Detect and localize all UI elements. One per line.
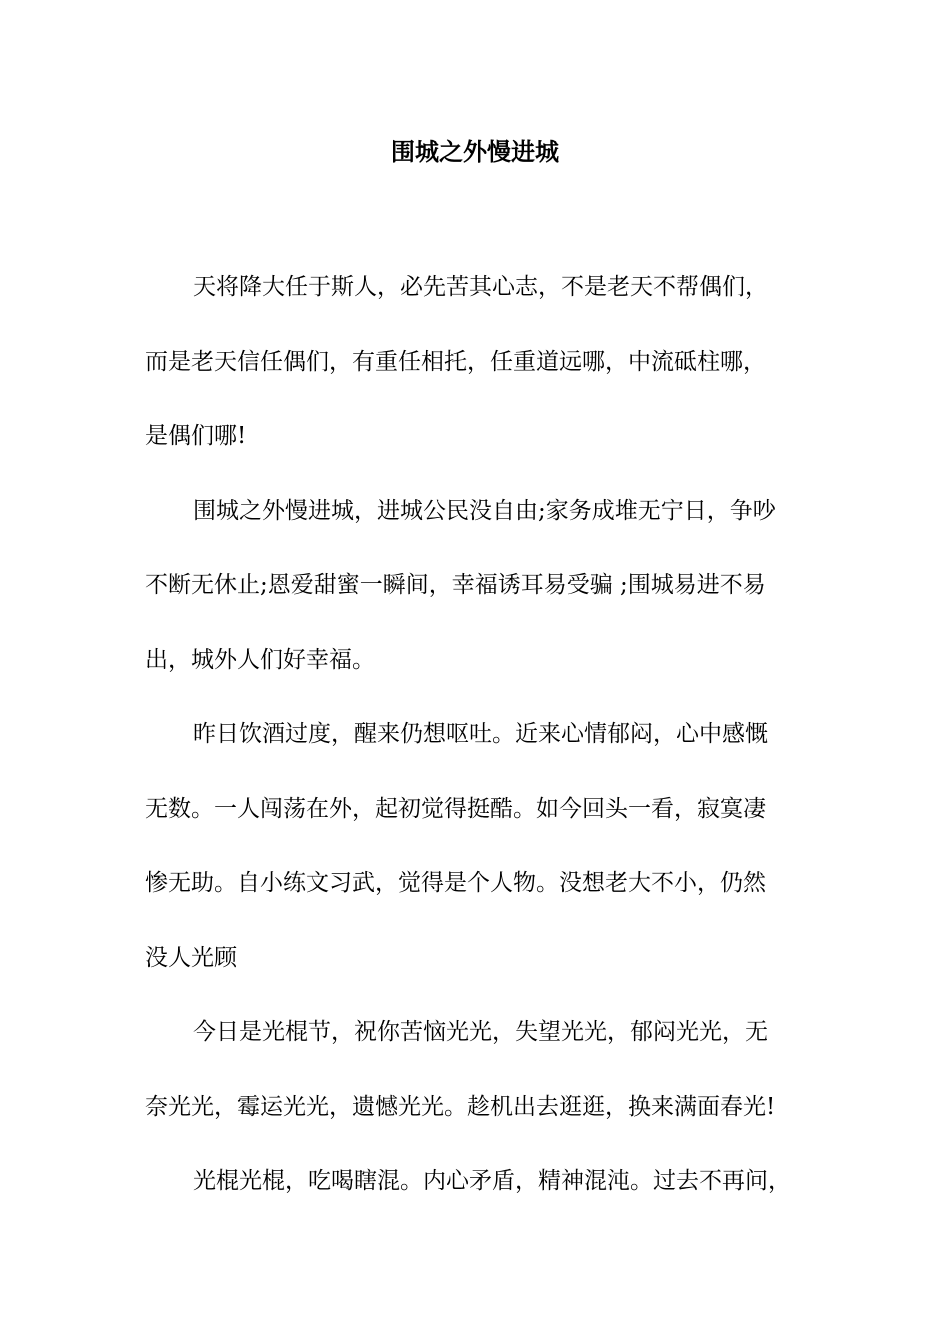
paragraph-line: 今日是光棍节，祝你苦恼光光，失望光光，郁闷光光，无 (193, 1019, 768, 1045)
paragraph-line: 光棍光棍，吃喝瞎混。内心矛盾，精神混沌。过去不再问， (193, 1168, 791, 1194)
document-body (145, 250, 825, 1219)
paragraph-line: 惨无助。自小练文习武，觉得是个人物。没想老大不小，仍然 (145, 870, 766, 896)
paragraph-line: 围城之外慢进城，进城公民没自由;家务成堆无宁日，争吵 (193, 497, 776, 524)
paragraph-1 (145, 250, 825, 474)
document-title: 围城之外慢进城 (391, 137, 559, 166)
paragraph-line: 而是老天信任偶们，有重任相托，任重道远哪，中流砥柱哪， (145, 348, 766, 375)
paragraph-line: 出，城外人们好幸福。 (145, 646, 375, 673)
paragraph-line: 昨日饮酒过度，醒来仍想呕吐。近来心情郁闷，心中感慨 (193, 721, 768, 747)
paragraph-4 (145, 995, 825, 1144)
paragraph-line: 天将降大任于斯人，必先苦其心志，不是老天不帮偶们， (193, 274, 768, 300)
paragraph-line: 奈光光，霉运光光，遗憾光光。趁机出去逛逛，换来满面春光! (145, 1093, 776, 1120)
paragraph-5 (145, 1144, 825, 1219)
paragraph-line: 无数。一人闯荡在外，起初觉得挺酷。如今回头一看，寂寞凄 (145, 795, 766, 822)
paragraph-line: 不断无休止;恩爱甜蜜一瞬间，幸福诱耳易受骗 ;围城易进不易 (145, 572, 766, 598)
paragraph-3 (145, 697, 825, 995)
paragraph-2 (145, 474, 825, 698)
paragraph-line: 没人光顾 (145, 944, 237, 971)
paragraph-line: 是偶们哪! (145, 423, 247, 449)
